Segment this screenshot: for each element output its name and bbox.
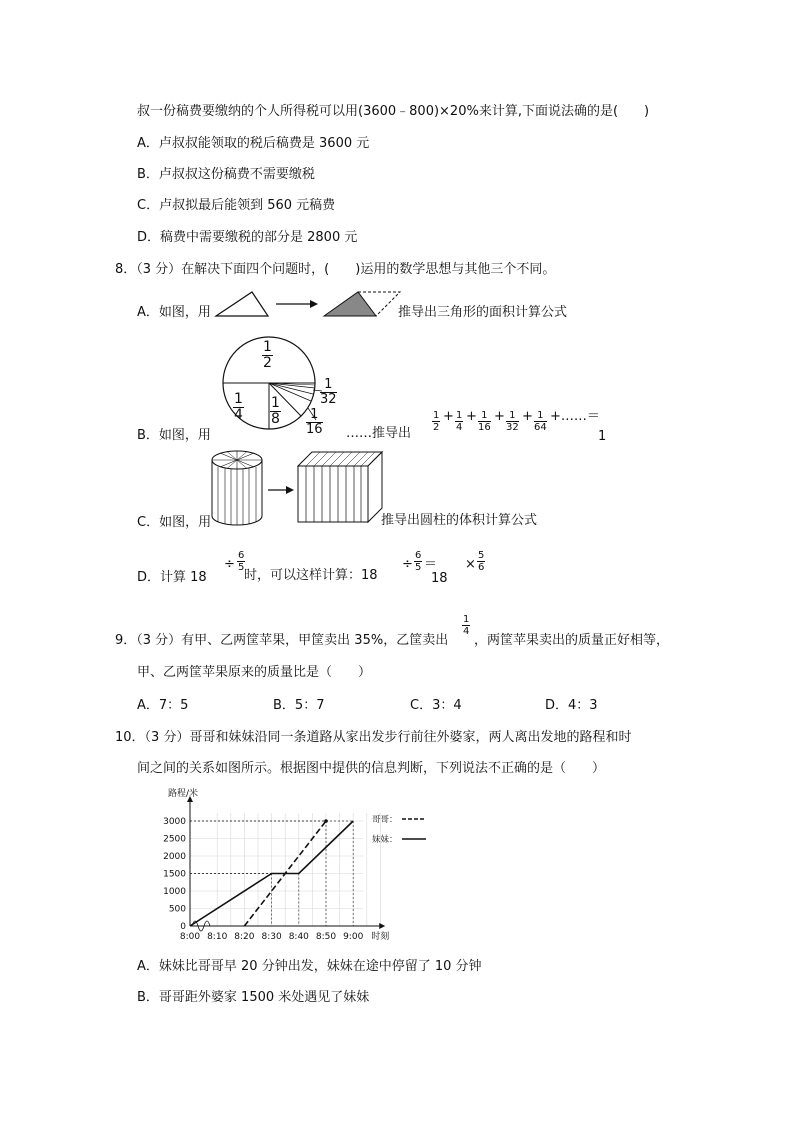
q10-line1: 10．（3 分）哥哥和妹妹沿同一条道路从家出发步行前往外婆家，两人离出发地的路程和时 bbox=[115, 730, 632, 745]
x-tick-label: 8:50 bbox=[315, 932, 337, 942]
q9-option-b: B．5：7 bbox=[273, 698, 325, 713]
series-frac-5: $\frac{1}{64}$ bbox=[534, 410, 547, 433]
q8-option-c-prefix: C．如图，用 bbox=[137, 515, 212, 530]
q10-option-b: B．哥哥距外婆家 1500 米处遇见了妹妹 bbox=[137, 990, 370, 1005]
q7-stem-continuation: 叔一份稿费要缴纳的个人所得税可以用(3600﹣800)×20%来计算,下面说法确的是( ) bbox=[137, 104, 650, 119]
d-divide-sign-2: ÷ bbox=[402, 557, 413, 572]
q8-option-d-prefix: D．计算 18 bbox=[137, 570, 207, 585]
q7-option-c: C．卢叔拟最后能领到 560 元稿费 bbox=[137, 198, 336, 213]
circle-frac-half: $\frac{1}{2}$ bbox=[263, 339, 272, 371]
q8-option-a-prefix: A．如图，用 bbox=[137, 305, 211, 320]
x-axis-arrow-icon bbox=[379, 923, 385, 929]
d-frac-six-fifths-1: $\frac{6}{5}$ bbox=[238, 550, 245, 573]
q7-option-d: D．稿费中需要缴税的部分是 2800 元 bbox=[137, 230, 358, 245]
y-axis-title: 路程/米 bbox=[168, 789, 199, 799]
series-frac-3: $\frac{1}{16}$ bbox=[478, 410, 491, 433]
series-frac-4: $\frac{1}{32}$ bbox=[506, 410, 519, 433]
d-eighteen: 18 bbox=[431, 571, 448, 586]
d-frac-six-fifths-2: $\frac{6}{5}$ bbox=[415, 550, 422, 573]
x-tick-label: 8:00 bbox=[179, 932, 201, 942]
x-axis-title: 时刻 bbox=[371, 932, 390, 942]
y-tick-label: 2500 bbox=[163, 834, 186, 845]
q9-option-c: C．3：4 bbox=[410, 698, 462, 713]
x-tick-label: 8:10 bbox=[207, 932, 228, 942]
arrow-head-icon bbox=[310, 300, 318, 308]
q10-option-a: A．妹妹比哥哥早 20 分钟出发，妹妹在途中停留了 10 分钟 bbox=[137, 959, 482, 974]
q9-line2: 甲、乙两筐苹果原来的质量比是（ ） bbox=[137, 665, 372, 680]
series-frac-1: $\frac{1}{2}$ bbox=[433, 410, 440, 433]
chart-axes bbox=[187, 796, 385, 931]
legend-label-brother: 哥哥： bbox=[372, 815, 398, 825]
q9-option-d: D．4：3 bbox=[545, 698, 598, 713]
q9-line1-b: ，两筐苹果卖出的质量正好相等， bbox=[474, 633, 670, 648]
chart-gridlines bbox=[190, 813, 380, 926]
series-result: 1 bbox=[598, 429, 607, 444]
circle-frac-quarter: $\frac{1}{4}$ bbox=[234, 391, 243, 423]
q9-line1-a: 9．（3 分）有甲、乙两筐苹果，甲筐卖出 35%，乙筐卖出 bbox=[115, 633, 449, 648]
chart-tick-labels bbox=[163, 787, 389, 942]
q9-frac-quarter: $\frac{1}{4}$ bbox=[463, 614, 470, 637]
x-tick-label: 8:30 bbox=[261, 932, 282, 942]
y-tick-label: 0 bbox=[180, 922, 186, 932]
q8-option-d-mid: 时，可以这样计算：18 bbox=[244, 568, 378, 583]
series-tail: +……＝ bbox=[550, 409, 600, 424]
y-tick-label: 2000 bbox=[163, 852, 186, 862]
q8-stem: 8．（3 分）在解决下面四个问题时，( )运用的数学思想与其他三个不同。 bbox=[115, 262, 556, 277]
q8-option-a-suffix: 推导出三角形的面积计算公式 bbox=[398, 305, 568, 320]
triangle-shape bbox=[216, 292, 268, 316]
q8-option-b-mid: ……推导出 bbox=[346, 426, 412, 441]
circle-frac-eighth: $\frac{1}{8}$ bbox=[271, 395, 280, 427]
q7-option-a: A．卢叔叔能领取的税后稿费是 3600 元 bbox=[137, 136, 370, 151]
cylinder-to-cuboid-figure bbox=[210, 448, 386, 528]
triangle-filled-shape bbox=[324, 292, 376, 316]
q7-option-b: B．卢叔叔这份稿费不需要缴税 bbox=[137, 167, 315, 182]
d-divide-sign-1: ÷ bbox=[224, 557, 235, 572]
arrow-head-icon bbox=[286, 486, 294, 494]
circle-frac-thirtysecond: $\frac{1}{32}$ bbox=[320, 377, 337, 407]
y-tick-label: 1500 bbox=[163, 869, 186, 880]
legend-label-sister: 妹妹： bbox=[372, 835, 398, 845]
series-plus-2: + bbox=[466, 409, 477, 424]
series-plus-3: + bbox=[494, 409, 505, 424]
y-tick-label: 1000 bbox=[163, 887, 186, 897]
series-end-dot bbox=[324, 819, 328, 823]
series-plus-4: + bbox=[522, 409, 533, 424]
d-times-sign: × bbox=[465, 557, 476, 572]
d-frac-five-sixths: $\frac{5}{6}$ bbox=[478, 550, 485, 573]
q8-option-b-prefix: B．如图，用 bbox=[137, 428, 211, 443]
x-tick-label: 8:20 bbox=[234, 932, 255, 942]
series-plus-1: + bbox=[443, 409, 454, 424]
x-tick-label: 8:40 bbox=[288, 932, 309, 942]
y-tick-label: 3000 bbox=[163, 817, 186, 827]
q8-option-c-suffix: 推导出圆柱的体积计算公式 bbox=[381, 513, 538, 528]
y-tick-label: 500 bbox=[168, 904, 186, 915]
circle-frac-sixteenth: $\frac{1}{16}$ bbox=[306, 407, 323, 437]
x-tick-label: 9:00 bbox=[343, 932, 364, 942]
d-equals-sign: ＝ bbox=[424, 557, 438, 572]
q9-option-a: A．7：5 bbox=[137, 698, 189, 713]
triangle-to-parallelogram-figure bbox=[214, 288, 404, 320]
distance-time-chart bbox=[140, 786, 440, 946]
q10-line2: 间之间的关系如图所示。根据图中提供的信息判断，下列说法不正确的是（ ） bbox=[137, 761, 606, 776]
series-frac-2: $\frac{1}{4}$ bbox=[456, 410, 463, 433]
